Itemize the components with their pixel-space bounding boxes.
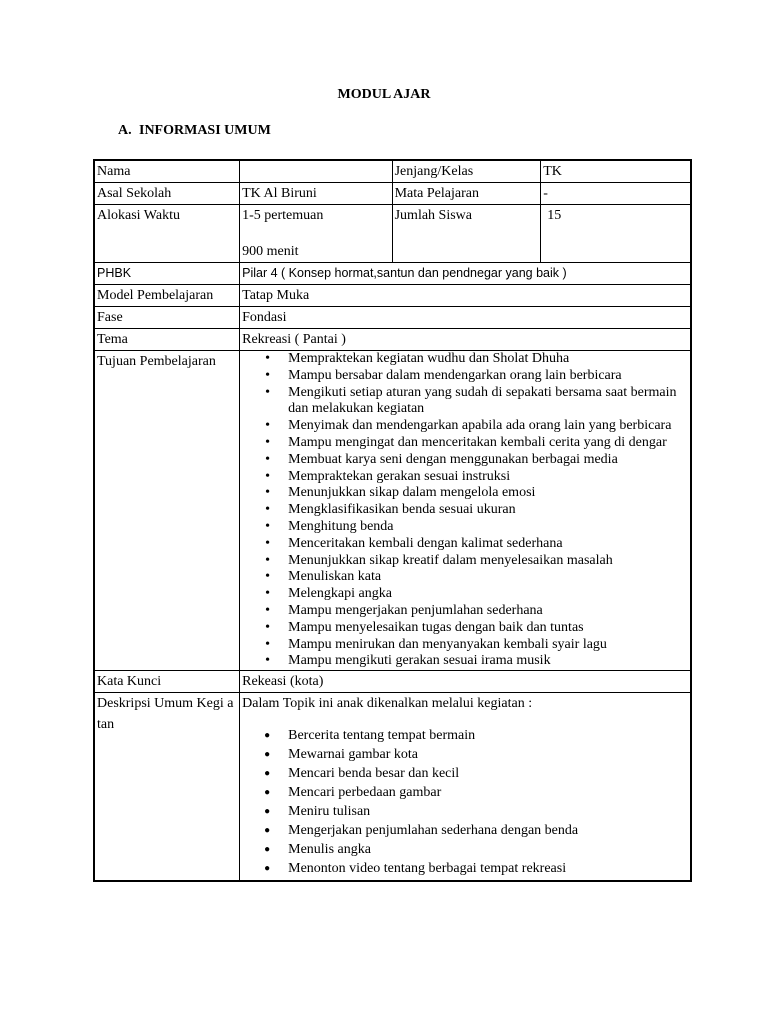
row-model-pembelajaran: [94, 285, 691, 307]
row-nama: [94, 160, 691, 183]
label-model-pembelajaran: Model Pembelajaran: [94, 285, 240, 307]
list-item: • Mampu menyelesaikan tugas dengan baik dan tuntas: [242, 620, 688, 637]
row-alokasi-waktu: [94, 205, 691, 263]
row-tujuan-pembelajaran: [94, 351, 691, 671]
list-item: • Mampu mengingat dan menceritakan kembali cerita yang di dengar: [242, 435, 688, 452]
value-jumlah-siswa: 15: [541, 205, 691, 263]
row-tema: [94, 329, 691, 351]
list-item: ● Mengerjakan penjumlahan sederhana dengan benda: [242, 821, 688, 840]
list-item: • Menunjukkan sikap kreatif dalam menyelesaikan masalah: [242, 553, 688, 570]
row-asal-sekolah: [94, 183, 691, 205]
deskripsi-list: [242, 726, 688, 878]
list-item: ● Mencari benda besar dan kecil: [242, 764, 688, 783]
list-item: • Mempraktekan gerakan sesuai instruksi: [242, 469, 688, 486]
row-fase: [94, 307, 691, 329]
list-item: • Menyimak dan mendengarkan apabila ada orang lain yang berbicara: [242, 418, 688, 435]
list-item: ● Mencari perbedaan gambar: [242, 783, 688, 802]
list-item: • Mengikuti setiap aturan yang sudah di sepakati bersama saat bermain dan melakukan kegiatan: [242, 385, 688, 419]
value-jenjang-kelas: TK: [541, 160, 691, 183]
label-tujuan-pembelajaran: Tujuan Pembelajaran: [94, 351, 240, 671]
label-phbk: PHBK: [94, 263, 240, 285]
value-model-pembelajaran: Tatap Muka: [240, 285, 691, 307]
value-asal-sekolah: TK Al Biruni: [240, 183, 392, 205]
row-deskripsi-umum: [94, 693, 691, 882]
section-label: INFORMASI UMUM: [139, 123, 271, 138]
label-jumlah-siswa: Jumlah Siswa: [392, 205, 541, 263]
list-item: • Mampu menirukan dan menyanyakan kembali syair lagu: [242, 637, 688, 654]
value-kata-kunci: Rekeasi (kota): [240, 671, 691, 693]
label-kata-kunci: Kata Kunci: [94, 671, 240, 693]
value-menit: 900 menit: [242, 244, 299, 259]
label-nama: Nama: [94, 160, 240, 183]
label-jenjang-kelas: Jenjang/Kelas: [392, 160, 541, 183]
list-item: • Melengkapi angka: [242, 586, 688, 603]
label-mata-pelajaran: Mata Pelajaran: [392, 183, 541, 205]
list-item: • Menuliskan kata: [242, 569, 688, 586]
list-item: • Menceritakan kembali dengan kalimat sederhana: [242, 536, 688, 553]
label-tema: Tema: [94, 329, 240, 351]
row-phbk: [94, 263, 691, 285]
label-asal-sekolah: Asal Sekolah: [94, 183, 240, 205]
list-item: • Menghitung benda: [242, 519, 688, 536]
list-item: • Mampu mengerjakan penjumlahan sederhana: [242, 603, 688, 620]
list-item: ● Mewarnai gambar kota: [242, 745, 688, 764]
list-item: • Mengklasifikasikan benda sesuai ukuran: [242, 502, 688, 519]
list-item: • Membuat karya seni dengan menggunakan berbagai media: [242, 452, 688, 469]
list-item: ● Meniru tulisan: [242, 802, 688, 821]
label-fase: Fase: [94, 307, 240, 329]
value-deskripsi-umum: [240, 693, 691, 882]
list-item: • Mampu bersabar dalam mendengarkan orang lain berbicara: [242, 368, 688, 385]
value-phbk: Pilar 4 ( Konsep hormat,santun dan pendnegar yang baik ): [240, 263, 691, 285]
info-table: [93, 159, 692, 882]
value-alokasi-waktu: [240, 205, 392, 263]
section-heading: [118, 123, 271, 139]
value-tujuan-pembelajaran: [240, 351, 691, 671]
label-deskripsi-umum: Deskripsi Umum Kegi atan: [94, 693, 240, 882]
list-item: ● Menonton video tentang berbagai tempat rekreasi: [242, 859, 688, 878]
row-kata-kunci: [94, 671, 691, 693]
value-pertemuan: 1-5 pertemuan: [242, 208, 324, 223]
list-item: • Menunjukkan sikap dalam mengelola emosi: [242, 485, 688, 502]
value-fase: Fondasi: [240, 307, 691, 329]
list-item: ● Bercerita tentang tempat bermain: [242, 726, 688, 745]
list-item: ● Menulis angka: [242, 840, 688, 859]
list-item: • Mempraktekan kegiatan wudhu dan Sholat Dhuha: [242, 351, 688, 368]
document-title: MODUL AJAR: [337, 87, 431, 102]
label-alokasi-waktu: Alokasi Waktu: [94, 205, 240, 263]
value-nama: [240, 160, 392, 183]
tujuan-list: [242, 351, 688, 670]
section-number: A.: [118, 123, 132, 138]
list-item: • Mampu mengikuti gerakan sesuai irama musik: [242, 653, 688, 670]
value-mata-pelajaran: -: [541, 183, 691, 205]
deskripsi-intro: Dalam Topik ini anak dikenalkan melalui kegiatan :: [242, 696, 533, 712]
value-tema: Rekreasi ( Pantai ): [240, 329, 691, 351]
